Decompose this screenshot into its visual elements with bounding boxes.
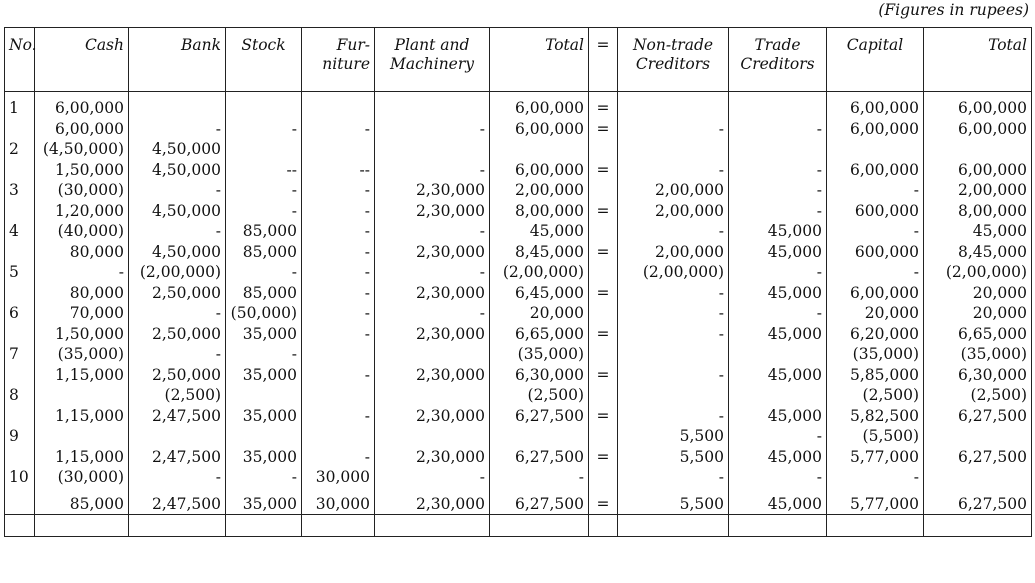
cell-trade-creditors: - [729,467,827,488]
cell-total-liabilities: 20,000 [924,283,1032,304]
header-trade-line2: Creditors [740,55,815,73]
cell-cash: (4,50,000) [35,139,129,160]
cell-furniture [302,92,375,119]
cell-total-assets: 6,27,500 [490,406,589,427]
cell-no [5,324,35,345]
cell-total-liabilities: 6,27,500 [924,488,1032,515]
cell-trade-creditors: - [729,160,827,181]
cell-capital: (35,000) [827,344,924,365]
cell-empty [129,515,226,537]
cell-trade-creditors: - [729,201,827,222]
table-row [5,180,1032,201]
header-total-liabilities: Total [924,28,1032,92]
cell-bank: - [129,467,226,488]
table-body [5,92,1032,537]
cell-capital: - [827,467,924,488]
cell-total-liabilities: (2,00,000) [924,262,1032,283]
cell-no: 2 [5,139,35,160]
cell-no [5,488,35,515]
cell-plant-machinery: 2,30,000 [375,201,490,222]
cell-empty [5,515,35,537]
cell-total-liabilities: (35,000) [924,344,1032,365]
cell-plant-machinery: - [375,467,490,488]
cell-bank: - [129,180,226,201]
cell-equals [589,180,618,201]
cell-cash: 85,000 [35,488,129,515]
cell-equals [589,426,618,447]
cell-capital: 600,000 [827,242,924,263]
cell-total-liabilities: 6,65,000 [924,324,1032,345]
cell-stock: 35,000 [226,488,302,515]
cell-furniture: 30,000 [302,488,375,515]
cell-bank [129,92,226,119]
cell-equals [589,385,618,406]
cell-empty [589,515,618,537]
cell-cash: 70,000 [35,303,129,324]
cell-non-trade-creditors: 2,00,000 [618,180,729,201]
header-stock: Stock [226,28,302,92]
cell-no [5,365,35,386]
cell-non-trade-creditors: - [618,467,729,488]
cell-non-trade-creditors: 2,00,000 [618,242,729,263]
cell-no: 9 [5,426,35,447]
header-capital: Capital [827,28,924,92]
cell-stock: - [226,467,302,488]
cell-cash: 6,00,000 [35,119,129,140]
cell-plant-machinery: 2,30,000 [375,488,490,515]
cell-trade-creditors [729,92,827,119]
cell-trade-creditors: 45,000 [729,447,827,468]
cell-non-trade-creditors: - [618,406,729,427]
cell-cash [35,385,129,406]
cell-capital: (5,500) [827,426,924,447]
cell-bank: 4,50,000 [129,139,226,160]
cell-capital: 5,77,000 [827,447,924,468]
table-row [5,467,1032,488]
cell-capital: - [827,262,924,283]
cell-stock [226,92,302,119]
cell-non-trade-creditors: - [618,365,729,386]
cell-non-trade-creditors [618,92,729,119]
cell-stock: - [226,201,302,222]
cell-bank [129,426,226,447]
cell-total-assets: 6,27,500 [490,488,589,515]
header-nontrade-line1: Non-trade [632,36,714,54]
cell-plant-machinery [375,139,490,160]
cell-equals: = [589,406,618,427]
cell-equals: = [589,242,618,263]
cell-bank: 2,50,000 [129,283,226,304]
cell-total-assets: 6,00,000 [490,160,589,181]
cell-no: 10 [5,467,35,488]
cell-capital: 6,20,000 [827,324,924,345]
cell-total-assets: 6,45,000 [490,283,589,304]
cell-plant-machinery: - [375,221,490,242]
cell-plant-machinery: 2,30,000 [375,242,490,263]
cell-furniture [302,426,375,447]
cell-bank: (2,00,000) [129,262,226,283]
cell-total-liabilities: 6,00,000 [924,160,1032,181]
cell-total-assets: 45,000 [490,221,589,242]
header-trade-line1: Trade [754,36,801,54]
cell-furniture: - [302,221,375,242]
cell-furniture: - [302,406,375,427]
table-row [5,201,1032,222]
header-total-assets: Total [490,28,589,92]
cell-total-liabilities: 8,45,000 [924,242,1032,263]
cell-total-assets: (35,000) [490,344,589,365]
cell-equals: = [589,365,618,386]
cell-no [5,160,35,181]
cell-furniture: - [302,303,375,324]
cell-total-assets: (2,500) [490,385,589,406]
cell-non-trade-creditors: 5,500 [618,426,729,447]
cell-total-liabilities: 6,27,500 [924,447,1032,468]
accounting-equation-table [4,27,1032,537]
cell-non-trade-creditors: 5,500 [618,488,729,515]
cell-plant-machinery: 2,30,000 [375,406,490,427]
cell-trade-creditors: 45,000 [729,365,827,386]
table-row [5,262,1032,283]
cell-empty [827,515,924,537]
cell-trade-creditors [729,344,827,365]
table-row [5,139,1032,160]
cell-stock: -- [226,160,302,181]
cell-capital: - [827,221,924,242]
cell-bank: 4,50,000 [129,160,226,181]
cell-total-liabilities [924,467,1032,488]
header-non-trade-creditors [618,28,729,92]
cell-stock: (50,000) [226,303,302,324]
cell-furniture: - [302,180,375,201]
cell-bank: 2,47,500 [129,406,226,427]
cell-capital [827,139,924,160]
cell-total-assets: 8,45,000 [490,242,589,263]
table-row [5,119,1032,140]
cell-equals: = [589,201,618,222]
table-row [5,160,1032,181]
cell-total-liabilities: 6,00,000 [924,119,1032,140]
header-nontrade-line2: Creditors [635,55,711,73]
cell-cash: 6,00,000 [35,92,129,119]
cell-stock: - [226,262,302,283]
cell-trade-creditors: 45,000 [729,221,827,242]
cell-empty [924,515,1032,537]
cell-trade-creditors: 45,000 [729,324,827,345]
cell-bank: 2,50,000 [129,365,226,386]
cell-furniture [302,139,375,160]
cell-stock: 35,000 [226,447,302,468]
cell-total-assets [490,426,589,447]
cell-equals: = [589,160,618,181]
cell-plant-machinery: 2,30,000 [375,447,490,468]
cell-stock: 35,000 [226,324,302,345]
cell-capital: 5,82,500 [827,406,924,427]
cell-empty [618,515,729,537]
table-row [5,303,1032,324]
cell-equals [589,303,618,324]
cell-empty [302,515,375,537]
cell-total-assets: 6,00,000 [490,119,589,140]
cell-stock: 85,000 [226,221,302,242]
cell-cash: 1,50,000 [35,324,129,345]
cell-bank: - [129,221,226,242]
table-row [5,92,1032,119]
cell-cash [35,426,129,447]
header-furniture [302,28,375,92]
cell-equals: = [589,92,618,119]
table-row [5,406,1032,427]
cell-total-assets: - [490,467,589,488]
cell-plant-machinery [375,92,490,119]
cell-capital: 6,00,000 [827,160,924,181]
cell-no: 6 [5,303,35,324]
cell-bank: - [129,344,226,365]
cell-capital: 6,00,000 [827,119,924,140]
cell-total-assets: 2,00,000 [490,180,589,201]
table-row [5,324,1032,345]
cell-plant-machinery [375,426,490,447]
cell-non-trade-creditors: - [618,324,729,345]
cell-equals: = [589,488,618,515]
cell-plant-machinery: - [375,160,490,181]
cell-no [5,406,35,427]
cell-total-liabilities: 8,00,000 [924,201,1032,222]
cell-furniture: - [302,201,375,222]
cell-total-liabilities: 6,30,000 [924,365,1032,386]
header-plant-line1: Plant and [394,36,470,54]
cell-empty [729,515,827,537]
cell-capital: 20,000 [827,303,924,324]
cell-non-trade-creditors [618,344,729,365]
cell-equals [589,344,618,365]
cell-stock [226,426,302,447]
header-trade-creditors [729,28,827,92]
cell-furniture: 30,000 [302,467,375,488]
cell-cash: 1,15,000 [35,406,129,427]
cell-cash: 80,000 [35,283,129,304]
cell-equals: = [589,283,618,304]
header-furniture-line1: Fur- [336,36,370,54]
cell-equals [589,139,618,160]
cell-non-trade-creditors: - [618,303,729,324]
figures-note: (Figures in rupees) [878,1,1029,19]
cell-cash: 1,15,000 [35,447,129,468]
header-plant-machinery [375,28,490,92]
table-row [5,365,1032,386]
cell-non-trade-creditors: (2,00,000) [618,262,729,283]
cell-total-liabilities [924,139,1032,160]
cell-equals [589,467,618,488]
header-no: No. [5,28,35,92]
table-row [5,447,1032,468]
header-plant-line2: Machinery [389,55,475,73]
table-row [5,283,1032,304]
table-row [5,344,1032,365]
cell-stock: 85,000 [226,283,302,304]
header-bank: Bank [129,28,226,92]
cell-capital: (2,500) [827,385,924,406]
cell-trade-creditors: - [729,180,827,201]
cell-furniture: -- [302,160,375,181]
cell-trade-creditors: - [729,119,827,140]
cell-plant-machinery [375,385,490,406]
cell-plant-machinery: 2,30,000 [375,324,490,345]
cell-non-trade-creditors: - [618,119,729,140]
cell-cash: 80,000 [35,242,129,263]
cell-total-liabilities: 20,000 [924,303,1032,324]
cell-furniture: - [302,242,375,263]
cell-total-assets: 6,00,000 [490,92,589,119]
cell-equals [589,221,618,242]
cell-no: 4 [5,221,35,242]
cell-non-trade-creditors: 2,00,000 [618,201,729,222]
table-row [5,426,1032,447]
cell-capital: 5,77,000 [827,488,924,515]
cell-plant-machinery: - [375,303,490,324]
cell-cash: (30,000) [35,180,129,201]
cell-capital: 6,00,000 [827,92,924,119]
cell-cash: 1,20,000 [35,201,129,222]
header-row [5,28,1032,92]
header-furniture-line2: niture [322,55,370,73]
cell-total-liabilities: 6,00,000 [924,92,1032,119]
cell-no [5,201,35,222]
table-row [5,242,1032,263]
cell-equals: = [589,119,618,140]
cell-stock [226,139,302,160]
cell-total-liabilities: 6,27,500 [924,406,1032,427]
cell-no [5,447,35,468]
cell-total-liabilities: 2,00,000 [924,180,1032,201]
cell-no: 5 [5,262,35,283]
cell-no: 8 [5,385,35,406]
blank-row [5,515,1032,537]
cell-capital: - [827,180,924,201]
table-row [5,385,1032,406]
cell-stock: 35,000 [226,406,302,427]
cell-stock: 35,000 [226,365,302,386]
cell-total-assets: 20,000 [490,303,589,324]
cell-total-assets [490,139,589,160]
cell-empty [490,515,589,537]
cell-total-assets: 6,30,000 [490,365,589,386]
cell-capital: 6,00,000 [827,283,924,304]
cell-non-trade-creditors: - [618,283,729,304]
cell-equals: = [589,447,618,468]
cell-non-trade-creditors: - [618,221,729,242]
cell-cash: (30,000) [35,467,129,488]
cell-empty [375,515,490,537]
cell-trade-creditors: - [729,426,827,447]
cell-trade-creditors [729,139,827,160]
cell-bank: 2,47,500 [129,447,226,468]
cell-bank: (2,500) [129,385,226,406]
cell-capital: 600,000 [827,201,924,222]
table-row [5,221,1032,242]
cell-bank: 2,47,500 [129,488,226,515]
cell-cash: 1,15,000 [35,365,129,386]
cell-furniture [302,385,375,406]
cell-equals: = [589,324,618,345]
cell-no [5,242,35,263]
cell-bank: 2,50,000 [129,324,226,345]
cell-plant-machinery: - [375,262,490,283]
header-cash: Cash [35,28,129,92]
cell-furniture: - [302,365,375,386]
cell-plant-machinery: 2,30,000 [375,365,490,386]
cell-stock: 85,000 [226,242,302,263]
cell-furniture: - [302,283,375,304]
cell-furniture [302,344,375,365]
cell-total-liabilities: (2,500) [924,385,1032,406]
cell-total-assets: 8,00,000 [490,201,589,222]
table-row [5,488,1032,515]
cell-non-trade-creditors [618,139,729,160]
cell-cash: - [35,262,129,283]
cell-stock: - [226,180,302,201]
cell-plant-machinery: - [375,119,490,140]
cell-total-assets: 6,65,000 [490,324,589,345]
cell-trade-creditors: 45,000 [729,406,827,427]
cell-bank: - [129,119,226,140]
cell-trade-creditors: - [729,262,827,283]
cell-plant-machinery [375,344,490,365]
cell-furniture: - [302,119,375,140]
cell-cash: 1,50,000 [35,160,129,181]
header-equals: = [589,28,618,92]
cell-no: 3 [5,180,35,201]
cell-stock: - [226,119,302,140]
cell-trade-creditors: 45,000 [729,242,827,263]
cell-furniture: - [302,262,375,283]
cell-bank: 4,50,000 [129,242,226,263]
cell-cash: (35,000) [35,344,129,365]
cell-total-assets: 6,27,500 [490,447,589,468]
cell-bank: - [129,303,226,324]
cell-trade-creditors: 45,000 [729,488,827,515]
cell-trade-creditors: - [729,303,827,324]
cell-empty [226,515,302,537]
cell-no: 7 [5,344,35,365]
cell-stock [226,385,302,406]
cell-non-trade-creditors: 5,500 [618,447,729,468]
cell-cash: (40,000) [35,221,129,242]
cell-trade-creditors [729,385,827,406]
cell-equals [589,262,618,283]
cell-total-liabilities: 45,000 [924,221,1032,242]
cell-non-trade-creditors [618,385,729,406]
cell-plant-machinery: 2,30,000 [375,283,490,304]
cell-furniture: - [302,324,375,345]
cell-plant-machinery: 2,30,000 [375,180,490,201]
cell-furniture: - [302,447,375,468]
cell-no [5,119,35,140]
cell-empty [35,515,129,537]
cell-stock: - [226,344,302,365]
cell-non-trade-creditors: - [618,160,729,181]
cell-trade-creditors: 45,000 [729,283,827,304]
cell-no [5,283,35,304]
cell-capital: 5,85,000 [827,365,924,386]
cell-total-liabilities [924,426,1032,447]
cell-total-assets: (2,00,000) [490,262,589,283]
cell-bank: 4,50,000 [129,201,226,222]
cell-no: 1 [5,92,35,119]
